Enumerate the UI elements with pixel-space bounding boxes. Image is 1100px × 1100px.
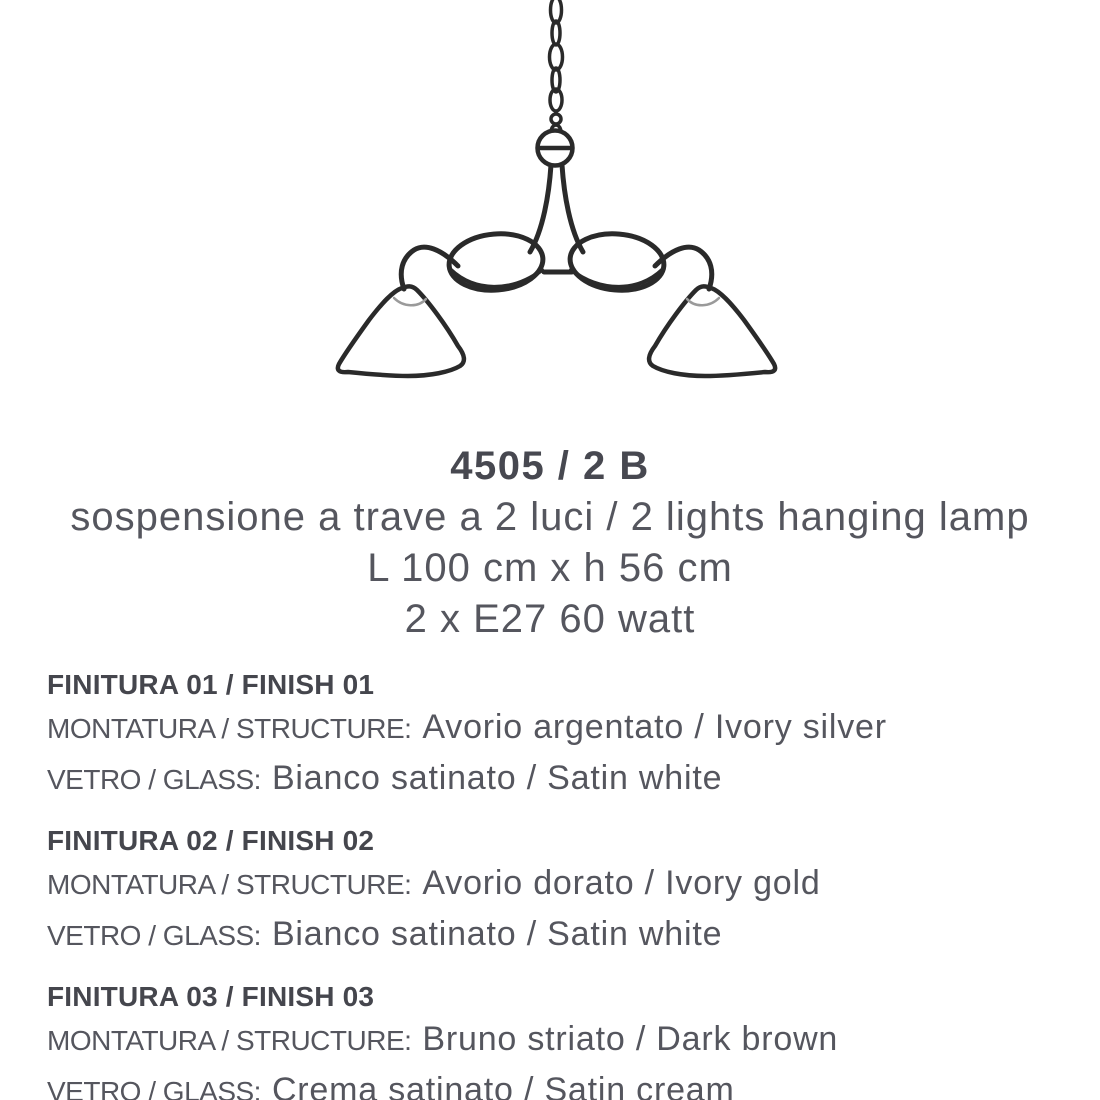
- product-description: sospensione a trave a 2 luci / 2 lights hanging lamp: [70, 495, 1030, 539]
- structure-value: Bruno striato / Dark brown: [422, 1020, 839, 1058]
- structure-value: Avorio argentato / Ivory silver: [422, 708, 887, 746]
- glass-value: Bianco satinato / Satin white: [271, 759, 723, 797]
- structure-row: [47, 705, 1070, 756]
- finish-title: FINITURA 01 / FINISH 01: [47, 669, 375, 700]
- product-dimensions: L 100 cm x h 56 cm: [367, 546, 733, 590]
- left-arm-assembly: [338, 165, 551, 376]
- finish-block-2: [47, 821, 1070, 963]
- finishes-list: [47, 665, 1070, 1100]
- product-heading: [0, 441, 1100, 645]
- structure-row: [47, 861, 1070, 912]
- structure-label: MONTATURA / STRUCTURE:: [47, 869, 412, 900]
- finish-block-1: [47, 665, 1070, 807]
- structure-value: Avorio dorato / Ivory gold: [422, 864, 821, 902]
- glass-row: [47, 912, 1070, 963]
- hanging-chain-icon: [550, 0, 563, 139]
- glass-value: Crema satinato / Satin cream: [271, 1071, 735, 1100]
- lamp-illustration: [0, 0, 1100, 432]
- finish-title: FINITURA 02 / FINISH 02: [47, 825, 375, 856]
- glass-row: [47, 1068, 1070, 1100]
- glass-label: VETRO / GLASS:: [47, 764, 261, 795]
- structure-row: [47, 1017, 1070, 1068]
- finish-title: FINITURA 03 / FINISH 03: [47, 981, 375, 1012]
- structure-label: MONTATURA / STRUCTURE:: [47, 713, 412, 744]
- glass-label: VETRO / GLASS:: [47, 1076, 261, 1100]
- bell-shade-icon: [338, 286, 464, 376]
- structure-label: MONTATURA / STRUCTURE:: [47, 1025, 412, 1056]
- product-code: 4505 / 2 B: [450, 444, 650, 488]
- finish-block-3: [47, 977, 1070, 1100]
- product-lamping: 2 x E27 60 watt: [404, 597, 696, 641]
- glass-label: VETRO / GLASS:: [47, 920, 261, 951]
- glass-row: [47, 756, 1070, 807]
- right-arm-assembly: [562, 165, 775, 376]
- ball-joint-icon: [538, 131, 573, 166]
- glass-value: Bianco satinato / Satin white: [271, 915, 723, 953]
